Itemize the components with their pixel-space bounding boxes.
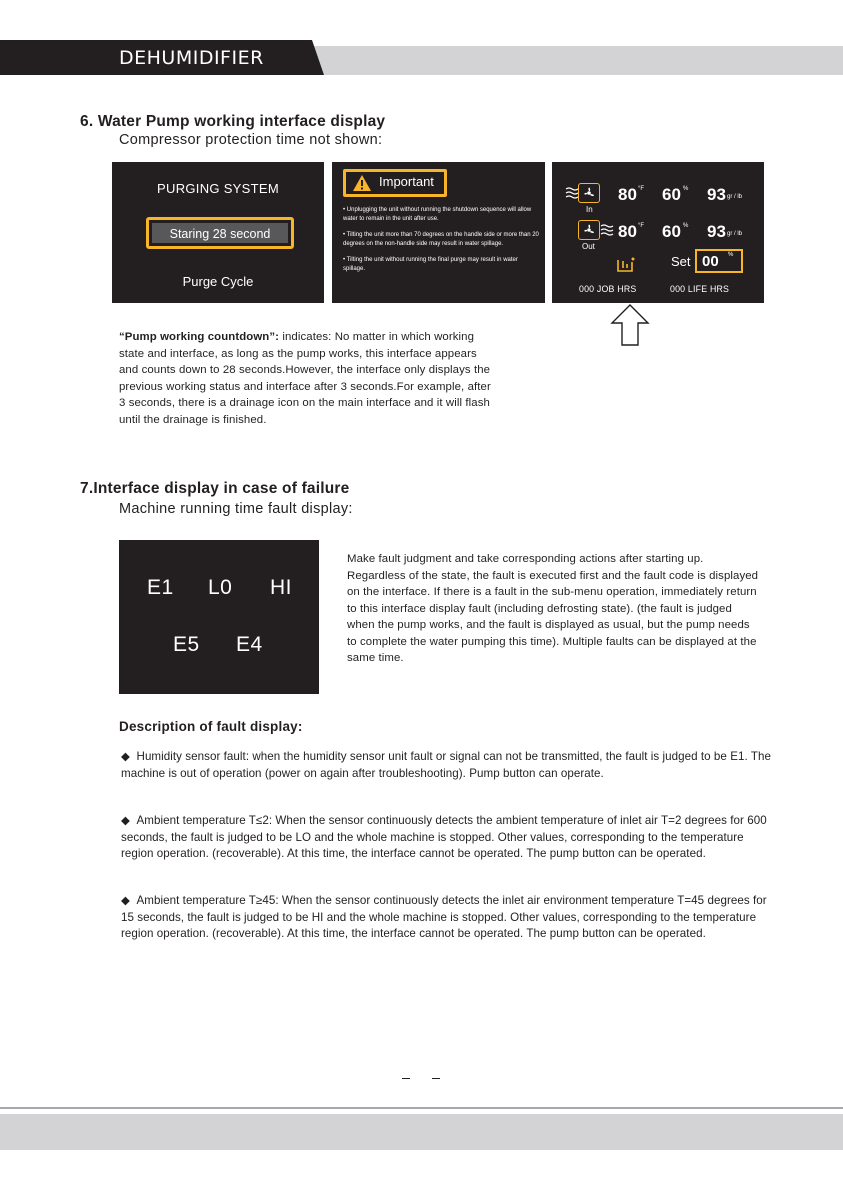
pump-countdown-text: indicates: No matter in which working state and interface, as long as the pump works, this interface appears and counts down to 28 seconds.However, the interface only displays the previous working status and interface after 3 seconds.For example, after 3 seconds, there is a drainage icon on the main interface and it will flash until the drainage is finished. (119, 331, 491, 426)
in-label: In (586, 205, 593, 214)
life-hours: 000 LIFE HRS (670, 284, 730, 294)
out-temp-unit: °F (638, 223, 645, 229)
purge-countdown-text: Staring 28 second (169, 227, 271, 241)
fault-bullet-text: Humidity sensor fault: when the humidity sensor unit fault or signal can not be transmitted, the fault is judged to be E1. The machine is out of operation (power on again after troubleshooting). Pump button can operate. (121, 750, 771, 780)
out-humidity: 60 (662, 222, 681, 241)
up-arrow-icon (610, 304, 650, 346)
set-value-box (695, 249, 743, 273)
fan-out-icon (581, 222, 597, 238)
page-number-mark (402, 1078, 410, 1079)
in-humidity-unit: % (683, 186, 689, 192)
footer-bar (0, 1114, 843, 1150)
fault-bullet-text: Ambient temperature T≤2: When the sensor continuously detects the ambient temperature of inlet air T=2 degrees for 600 seconds, the fault is judged to be LO and the whole machine is stopped. Other values, corresponding to the temperature region operation. (recoverable). At this time, the interface cannot be operated. The pump button can be operated. (121, 814, 767, 860)
in-temp-unit: °F (638, 186, 645, 192)
set-value: 00 (702, 253, 719, 270)
header-title: DEHUMIDIFIER (119, 47, 264, 69)
main-interface-panel (552, 162, 764, 303)
fault-judgment-text: Make fault judgment and take corresponding actions after starting up. Regardless of the state, the fault is executed first and the fault code is displayed on the interface. If there is a fault in the sub-menu operation, immediately return to this interface display fault (including defrosting state). (the fault is judged when the pump works, and the fault is displayed as usual, but the pump needs to complete the water pumping this time). Multiple faults can be displayed at the same time. (347, 553, 759, 664)
out-grains-unit: gr / lb (727, 231, 743, 237)
page-number-mark (432, 1078, 440, 1079)
purge-countdown-box (146, 217, 294, 249)
pump-countdown-term: “Pump working countdown”: (119, 331, 280, 343)
fault-code-panel (119, 540, 319, 694)
fault-code-e4: E4 (236, 633, 263, 656)
out-temperature: 80 (618, 222, 637, 241)
important-label-box (343, 169, 447, 197)
warning-icon (352, 174, 372, 192)
fault-bullet-text: Ambient temperature T≥45: When the sensor continuously detects the inlet air environment temperature T=45 degrees for 15 seconds, the fault is judged to be HI and the whole machine is stopped. Other values, corresponding to the temperature region operation. (recoverable). At this time, the interface cannot be operated. The pump button can be operated. (121, 894, 767, 940)
bullet-diamond-icon: ◆ (121, 894, 130, 907)
job-hours: 000 JOB HRS (579, 284, 637, 294)
important-bullet-2: • Tilting the unit more than 70 degrees on the handle side or more than 20 degrees on the non-handle side may result in water spillage. (343, 232, 539, 247)
fault-bullet-low-temp (121, 813, 771, 863)
purge-panel (112, 162, 324, 303)
fault-code-e5: E5 (173, 633, 200, 656)
important-bullet-1: • Unplugging the unit without running the shutdown sequence will allow water to remain in the unit after use. (343, 207, 532, 222)
purge-cycle-label: Purge Cycle (182, 274, 254, 289)
out-humidity-unit: % (683, 223, 689, 229)
section6-subheading: Compressor protection time not shown: (119, 132, 383, 148)
purge-countdown-fill (152, 223, 288, 243)
fault-bullet-humidity-sensor (121, 749, 771, 782)
fault-code-hi: HI (270, 576, 292, 599)
in-humidity: 60 (662, 185, 681, 204)
fault-code-l0: L0 (208, 576, 233, 599)
fault-description-heading: Description of fault display: (119, 719, 303, 734)
set-value-unit: % (728, 252, 734, 258)
fan-out-box (578, 220, 600, 240)
section7-heading: 7.Interface display in case of failure (80, 480, 350, 497)
out-grains: 93 (707, 222, 726, 241)
set-label: Set (671, 254, 691, 269)
fan-in-box (578, 183, 600, 203)
section7-subheading: Machine running time fault display: (119, 501, 353, 517)
bullet-diamond-icon: ◆ (121, 750, 130, 763)
fault-bullet-high-temp (121, 893, 771, 943)
air-in-waves-icon (565, 186, 579, 200)
bullet-diamond-icon: ◆ (121, 814, 130, 827)
pump-countdown-description (119, 329, 493, 428)
footer-rule (0, 1107, 843, 1109)
important-panel (332, 162, 545, 303)
out-label: Out (582, 242, 595, 251)
fan-in-icon (581, 185, 597, 201)
in-grains-unit: gr / lb (727, 194, 743, 200)
air-out-waves-icon (600, 223, 614, 237)
purge-title: PURGING SYSTEM (157, 181, 279, 196)
drainage-icon (616, 256, 636, 274)
important-label: Important (379, 174, 434, 189)
important-bullet-3: • Tilting the unit without running the final purge may result in water spillage. (343, 257, 518, 272)
important-bullets (343, 206, 539, 282)
in-temperature: 80 (618, 185, 637, 204)
in-grains: 93 (707, 185, 726, 204)
fault-code-e1: E1 (147, 576, 174, 599)
page-header-banner (0, 40, 843, 75)
section6-heading: 6. Water Pump working interface display (80, 113, 386, 130)
